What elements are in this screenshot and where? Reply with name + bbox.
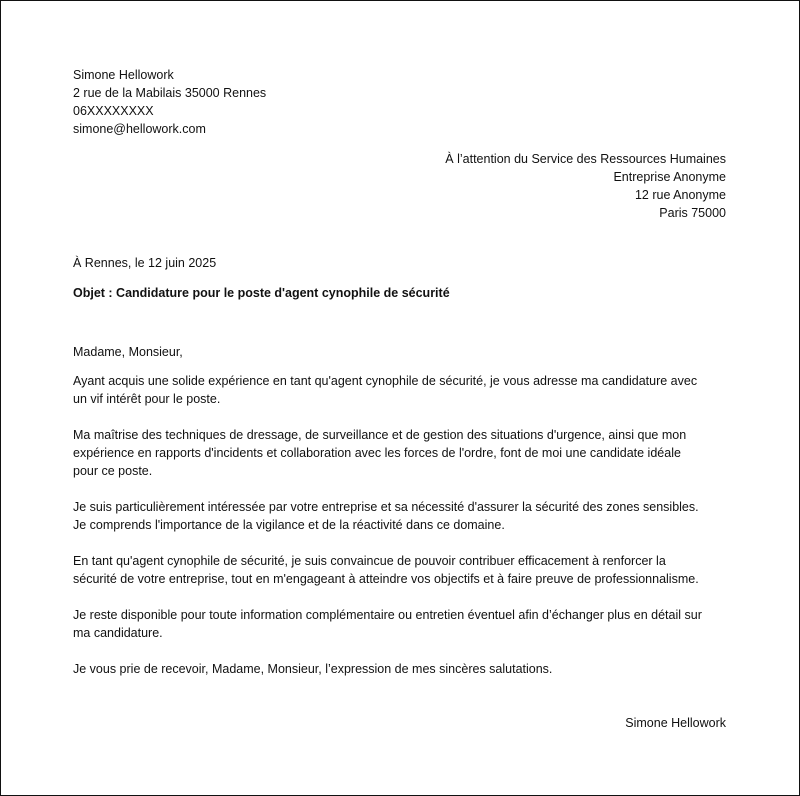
body-line: Je reste disponible pour toute information complémentaire ou entretien éventuel afin d’échanger plus en détail sur <box>73 608 702 622</box>
sender-email: simone@hellowork.com <box>73 122 206 136</box>
subject-line: Objet : Candidature pour le poste d'agent cynophile de sécurité <box>73 286 450 300</box>
recipient-company: Entreprise Anonyme <box>613 170 726 184</box>
body-line: Je comprends l'importance de la vigilance et de la réactivité dans ce domaine. <box>73 518 505 532</box>
sender-phone: 06XXXXXXXX <box>73 104 154 118</box>
body-line: En tant qu'agent cynophile de sécurité, je suis convaincue de pouvoir contribuer efficacement à renforcer la <box>73 554 666 568</box>
body-line: ma candidature. <box>73 626 163 640</box>
sender-address: 2 rue de la Mabilais 35000 Rennes <box>73 86 267 100</box>
greeting: Madame, Monsieur, <box>73 345 183 359</box>
date-line: À Rennes, le 12 juin 2025 <box>73 256 217 270</box>
body-line: Ma maîtrise des techniques de dressage, de surveillance et de gestion des situations d'urgence, ainsi que mon <box>73 428 687 442</box>
signature: Simone Hellowork <box>625 716 726 730</box>
body-line: pour ce poste. <box>73 464 153 478</box>
recipient-city: Paris 75000 <box>659 206 726 220</box>
recipient-attention: À l’attention du Service des Ressources Humaines <box>445 152 726 166</box>
body-line: expérience en rapports d'incidents et collaboration avec les forces de l'ordre, font de moi une candidate idéale <box>73 446 681 460</box>
body-line: Ayant acquis une solide expérience en tant qu'agent cynophile de sécurité, je vous adresse ma candidature avec <box>73 374 698 388</box>
closing-line: Je vous prie de recevoir, Madame, Monsieur, l’expression de mes sincères salutations. <box>73 662 553 676</box>
body-line: Je suis particulièrement intéressée par votre entreprise et sa nécessité d'assurer la sécurité des zones sensibles. <box>73 500 699 514</box>
recipient-street: 12 rue Anonyme <box>634 188 726 202</box>
sender-name: Simone Hellowork <box>73 68 174 82</box>
body-line: sécurité de votre entreprise, tout en m'engageant à atteindre vos objectifs et à faire preuve de professionnalisme. <box>73 572 699 586</box>
body-line: un vif intérêt pour le poste. <box>73 392 221 406</box>
